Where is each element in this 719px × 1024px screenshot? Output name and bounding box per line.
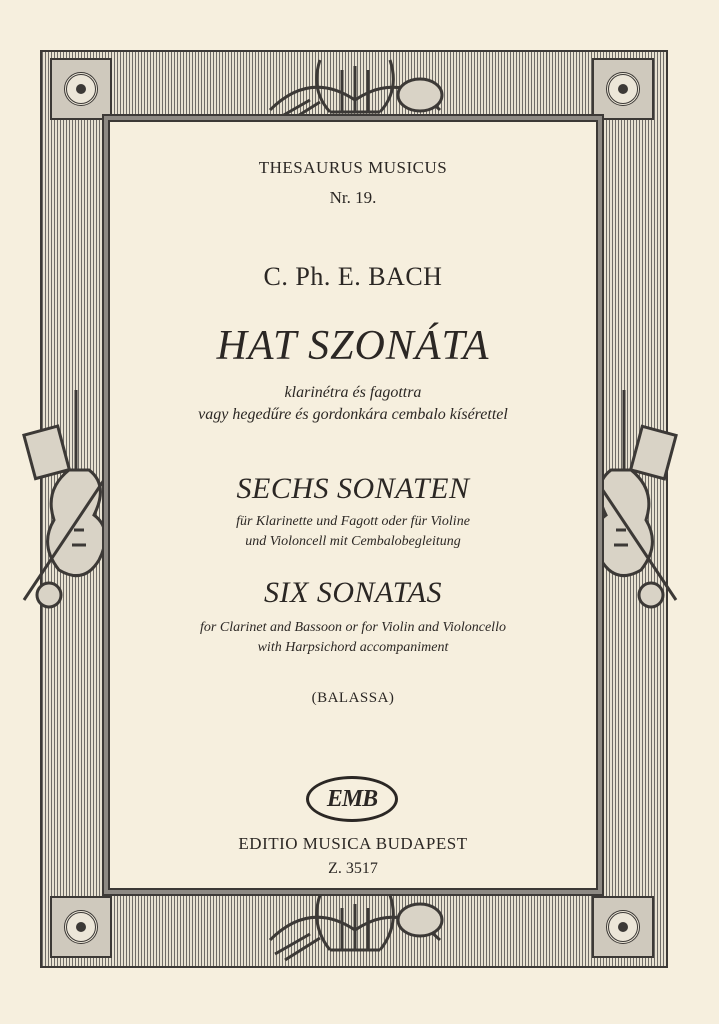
lyre-wreath-icon (250, 40, 460, 130)
hungarian-subtitle-line: vagy hegedűre és gordonkára cembalo kísérettel (198, 406, 508, 423)
hungarian-subtitle-line: klarinétra és fagottra (284, 384, 422, 401)
series-name: THESAURUS MUSICUS (258, 158, 448, 177)
german-subtitle (108, 512, 598, 552)
german-subtitle-line: und Violoncell mit Cembalobegleitung (245, 534, 461, 549)
catalog-number: Z. 3517 (328, 860, 378, 877)
lyre-wreath-icon (250, 880, 460, 970)
rosette-icon (50, 58, 112, 120)
hungarian-title: HAT SZONÁTA (216, 323, 490, 369)
english-subtitle (108, 618, 598, 658)
german-title: SECHS SONATEN (236, 472, 470, 505)
rosette-icon (50, 896, 112, 958)
rosette-icon (592, 58, 654, 120)
german-subtitle-line: für Klarinette und Fagott oder für Violine (236, 514, 470, 529)
publisher-name: EDITIO MUSICA BUDAPEST (238, 834, 468, 853)
series-number: Nr. 19. (329, 188, 377, 207)
publisher-logo-text: EMB (326, 785, 378, 812)
english-subtitle-line: for Clarinet and Bassoon or for Violin and Violoncello (200, 620, 506, 635)
english-subtitle-line: with Harpsichord accompaniment (257, 640, 449, 655)
editor-name: (BALASSA) (311, 690, 395, 706)
english-title: SIX SONATAS (264, 576, 442, 609)
composer-name: C. Ph. E. BACH (263, 262, 443, 291)
hungarian-subtitle (108, 382, 598, 426)
publisher-logo (306, 776, 398, 822)
rosette-icon (592, 896, 654, 958)
